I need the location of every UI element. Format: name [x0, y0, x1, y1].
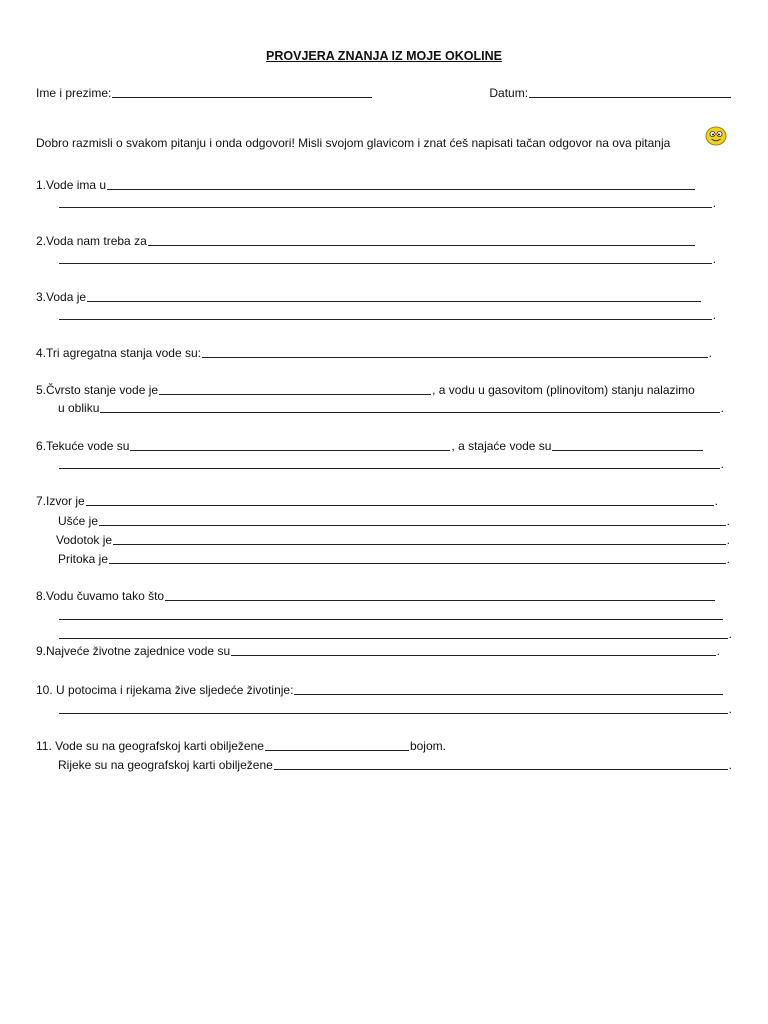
smiley-face-icon — [705, 126, 727, 146]
question-8 — [36, 587, 716, 603]
answer-blank[interactable] — [59, 702, 728, 714]
answer-blank[interactable] — [109, 552, 726, 564]
question-2-line2 — [58, 250, 716, 266]
answer-blank[interactable] — [148, 234, 695, 246]
line-period: . — [720, 401, 724, 415]
question-5-line2 — [58, 399, 724, 415]
answer-blank[interactable] — [59, 608, 723, 620]
answer-blank[interactable] — [59, 308, 712, 320]
question-8-text: 8.Vodu čuvamo tako što — [36, 589, 165, 603]
question-11-mid-text: bojom. — [409, 739, 446, 753]
date-label: Datum: — [489, 86, 529, 100]
question-6 — [36, 437, 704, 453]
question-1-line2 — [58, 194, 716, 210]
question-10-line2 — [58, 700, 732, 716]
answer-blank[interactable] — [274, 758, 728, 770]
answer-blank[interactable] — [59, 196, 712, 208]
answer-blank[interactable] — [100, 401, 719, 413]
question-11-line2-text: Rijeke su na geografskoj karti obilježene — [58, 758, 273, 772]
answer-blank[interactable] — [87, 290, 701, 302]
question-8-line2 — [58, 606, 724, 622]
question-11-text: 11. Vode su na geografskoj karti obilježene — [36, 739, 264, 753]
question-3-text: 3.Voda je — [36, 290, 87, 304]
question-6-text: 6.Tekuće vode su — [36, 439, 130, 453]
line-period: . — [712, 196, 716, 210]
answer-blank[interactable] — [113, 533, 726, 545]
line-period: . — [726, 552, 730, 566]
line-period: . — [728, 758, 732, 772]
question-10 — [36, 681, 724, 697]
answer-blank[interactable] — [99, 514, 726, 526]
question-1-text: 1.Vode ima u — [36, 178, 107, 192]
question-7-text: 7.Izvor je — [36, 494, 85, 508]
worksheet-title: PROVJERA ZNANJA IZ MOJE OKOLINE — [266, 49, 502, 63]
question-5 — [36, 381, 720, 397]
answer-blank[interactable] — [202, 346, 708, 358]
line-period: . — [728, 702, 732, 716]
question-9 — [36, 642, 720, 658]
question-10-text: 10. U potocima i rijekama žive sljedeće životinje: — [36, 683, 294, 697]
name-label: Ime i prezime: — [36, 86, 112, 100]
date-blank[interactable] — [529, 86, 731, 98]
question-3-line2 — [58, 306, 716, 322]
student-info-line — [36, 84, 732, 100]
line-period: . — [726, 533, 730, 547]
line-period: . — [726, 514, 730, 528]
question-11-line2 — [58, 756, 732, 772]
answer-blank[interactable] — [231, 644, 716, 656]
intro-text-line — [36, 134, 702, 150]
answer-blank[interactable] — [159, 383, 431, 395]
question-1 — [36, 176, 696, 192]
question-4 — [36, 344, 712, 360]
answer-blank[interactable] — [59, 627, 728, 639]
line-period: . — [716, 644, 720, 658]
question-4-text: 4.Tri agregatna stanja vode su: — [36, 346, 201, 360]
question-7-sub-1 — [58, 512, 730, 528]
question-6-mid-text: , a stajaće vode su — [451, 439, 552, 453]
question-8-line3 — [58, 625, 732, 641]
answer-blank[interactable] — [130, 439, 450, 451]
question-7-sub-1-text: Ušće je — [58, 514, 99, 528]
question-2-text: 2.Voda nam treba za — [36, 234, 147, 248]
answer-blank[interactable] — [165, 589, 715, 601]
question-3 — [36, 288, 702, 304]
line-period: . — [728, 627, 732, 641]
answer-blank[interactable] — [107, 178, 695, 190]
question-9-text: 9.Najveće životne zajednice vode su — [36, 644, 231, 658]
line-period: . — [712, 308, 716, 322]
answer-blank[interactable] — [294, 683, 723, 695]
question-7-sub-3 — [58, 550, 730, 566]
answer-blank[interactable] — [552, 439, 703, 451]
question-5-mid-text: , a vodu u gasovitom (plinovitom) stanju nalazimo — [432, 383, 695, 397]
line-period: . — [712, 252, 716, 266]
answer-blank[interactable] — [59, 252, 712, 264]
intro-text: Dobro razmisli o svakom pitanju i onda odgovori! Misli svojom glavicom i znat ćeš napisati tačan odgovor na ova pitanja — [36, 136, 671, 150]
question-5-line2-text: u obliku — [58, 401, 100, 415]
answer-blank[interactable] — [86, 494, 714, 506]
question-11 — [36, 737, 488, 753]
name-blank[interactable] — [112, 86, 372, 98]
question-6-line2 — [58, 455, 724, 471]
question-7-sub-2-text: Vodotok je — [56, 533, 113, 547]
line-period: . — [720, 457, 724, 471]
line-period: . — [714, 494, 718, 508]
question-7 — [36, 492, 718, 508]
answer-blank[interactable] — [59, 457, 720, 469]
question-5-text: 5.Čvrsto stanje vode je — [36, 383, 159, 397]
question-2 — [36, 232, 696, 248]
line-period: . — [708, 346, 712, 360]
question-7-sub-2 — [56, 531, 730, 547]
question-7-sub-3-text: Pritoka je — [58, 552, 109, 566]
answer-blank[interactable] — [265, 739, 409, 751]
